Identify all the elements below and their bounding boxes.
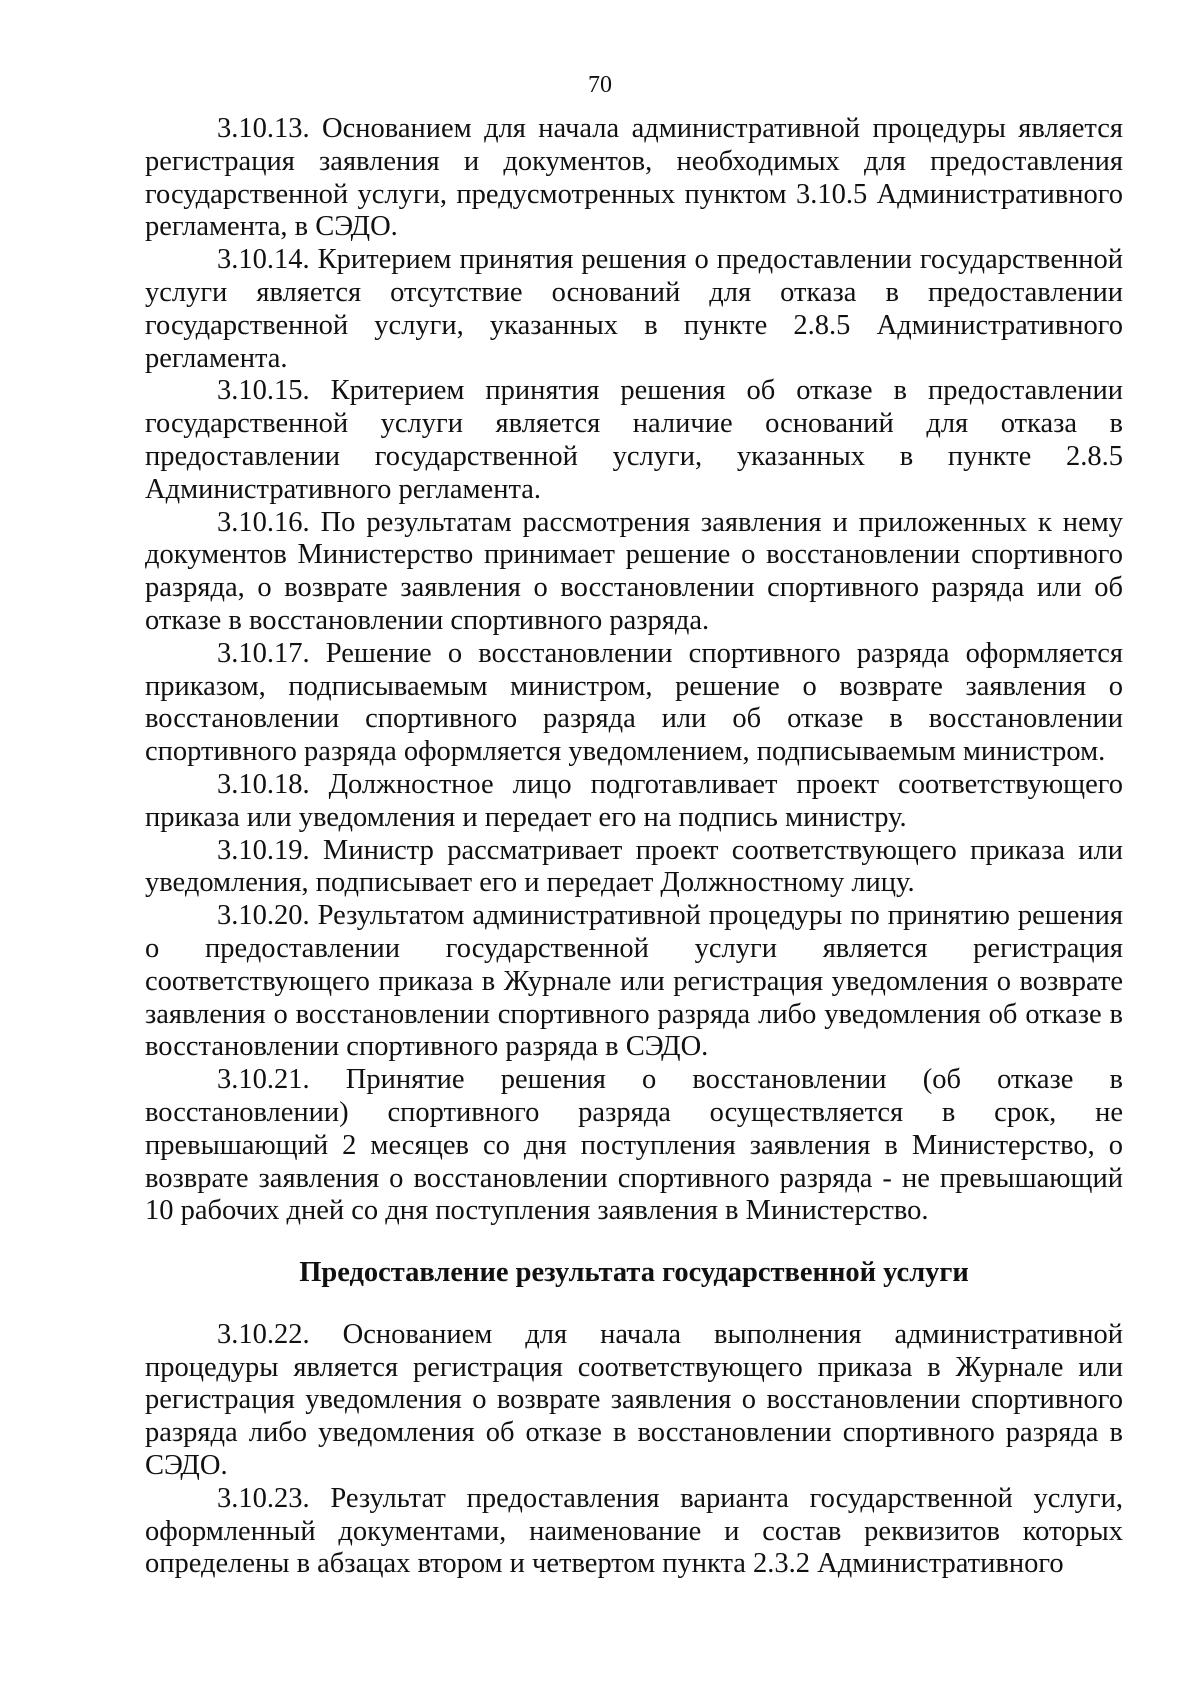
page-number: 70 [588, 72, 612, 98]
paragraph-3-10-15: 3.10.15. Критерием принятия решения об отказе в предоставлении государственной услуги является наличие оснований для отказа в предоставлении государственной услуги, указанных в пункте 2.8.5 Административного регламента. [145, 375, 1123, 505]
section-heading: Предоставление результата государственной услуги [299, 1257, 969, 1289]
paragraph-3-10-21: 3.10.21. Принятие решения о восстановлении (об отказе в восстановлении) спортивного разряда осуществляется в срок, не превышающий 2 месяцев со дня поступления заявления в Министерство, о возврате заявления о восстановлении спортивного разряда - не превышающий 10 рабочих дней со дня поступления заявления в Министерство. [145, 1064, 1123, 1227]
paragraph-3-10-19: 3.10.19. Министр рассматривает проект соответствующего приказа или уведомления, подписывает его и передает Должностному лицу. [145, 834, 1123, 899]
paragraph-3-10-14: 3.10.14. Критерием принятия решения о предоставлении государственной услуги является отсутствие оснований для отказа в предоставлении государственной услуги, указанных в пункте 2.8.5 Административного регламента. [145, 244, 1123, 374]
paragraph-3-10-17: 3.10.17. Решение о восстановлении спортивного разряда оформляется приказом, подписываемым министром, решение о возврате заявления о восстановлении спортивного разряда или об отказе в восстановлении спортивного разряда оформляется уведомлением, подписываемым министром. [145, 637, 1123, 768]
paragraph-3-10-18: 3.10.18. Должностное лицо подготавливает проект соответствующего приказа или уведомления и передает его на подпись министру. [145, 768, 1123, 833]
paragraph-3-10-16: 3.10.16. По результатам рассмотрения заявления и приложенных к нему документов Министерство принимает решение о восстановлении спортивного разряда, о возврате заявления о восстановлении спортивного разряда или об отказе в восстановлении спортивного разряда. [145, 506, 1123, 636]
paragraph-3-10-22: 3.10.22. Основанием для начала выполнения административной процедуры является регистрация соответствующего приказа в Журнале или регистрация уведомления о возврате заявления о восстановлении спортивного разряда либо уведомления об отказе в восстановлении спортивного разряда в СЭДО. [145, 1318, 1123, 1482]
paragraph-3-10-20: 3.10.20. Результатом административной процедуры по принятию решения о предоставлении государственной услуги является регистрация соответствующего приказа в Журнале или регистрация уведомления о возврате заявления о восстановлении спортивного разряда либо уведомления об отказе в восстановлении спортивного разряда в СЭДО. [145, 900, 1123, 1063]
document-body [145, 113, 1123, 1581]
paragraph-3-10-13: 3.10.13. Основанием для начала административной процедуры является регистрация заявления и документов, необходимых для предоставления государственной услуги, предусмотренных пунктом 3.10.5 Административного регламента, в СЭДО. [145, 113, 1123, 243]
paragraph-3-10-23: 3.10.23. Результат предоставления варианта государственной услуги, оформленный документами, наименование и состав реквизитов которых определены в абзацах втором и четвертом пункта 2.3.2 Административного [145, 1482, 1123, 1580]
